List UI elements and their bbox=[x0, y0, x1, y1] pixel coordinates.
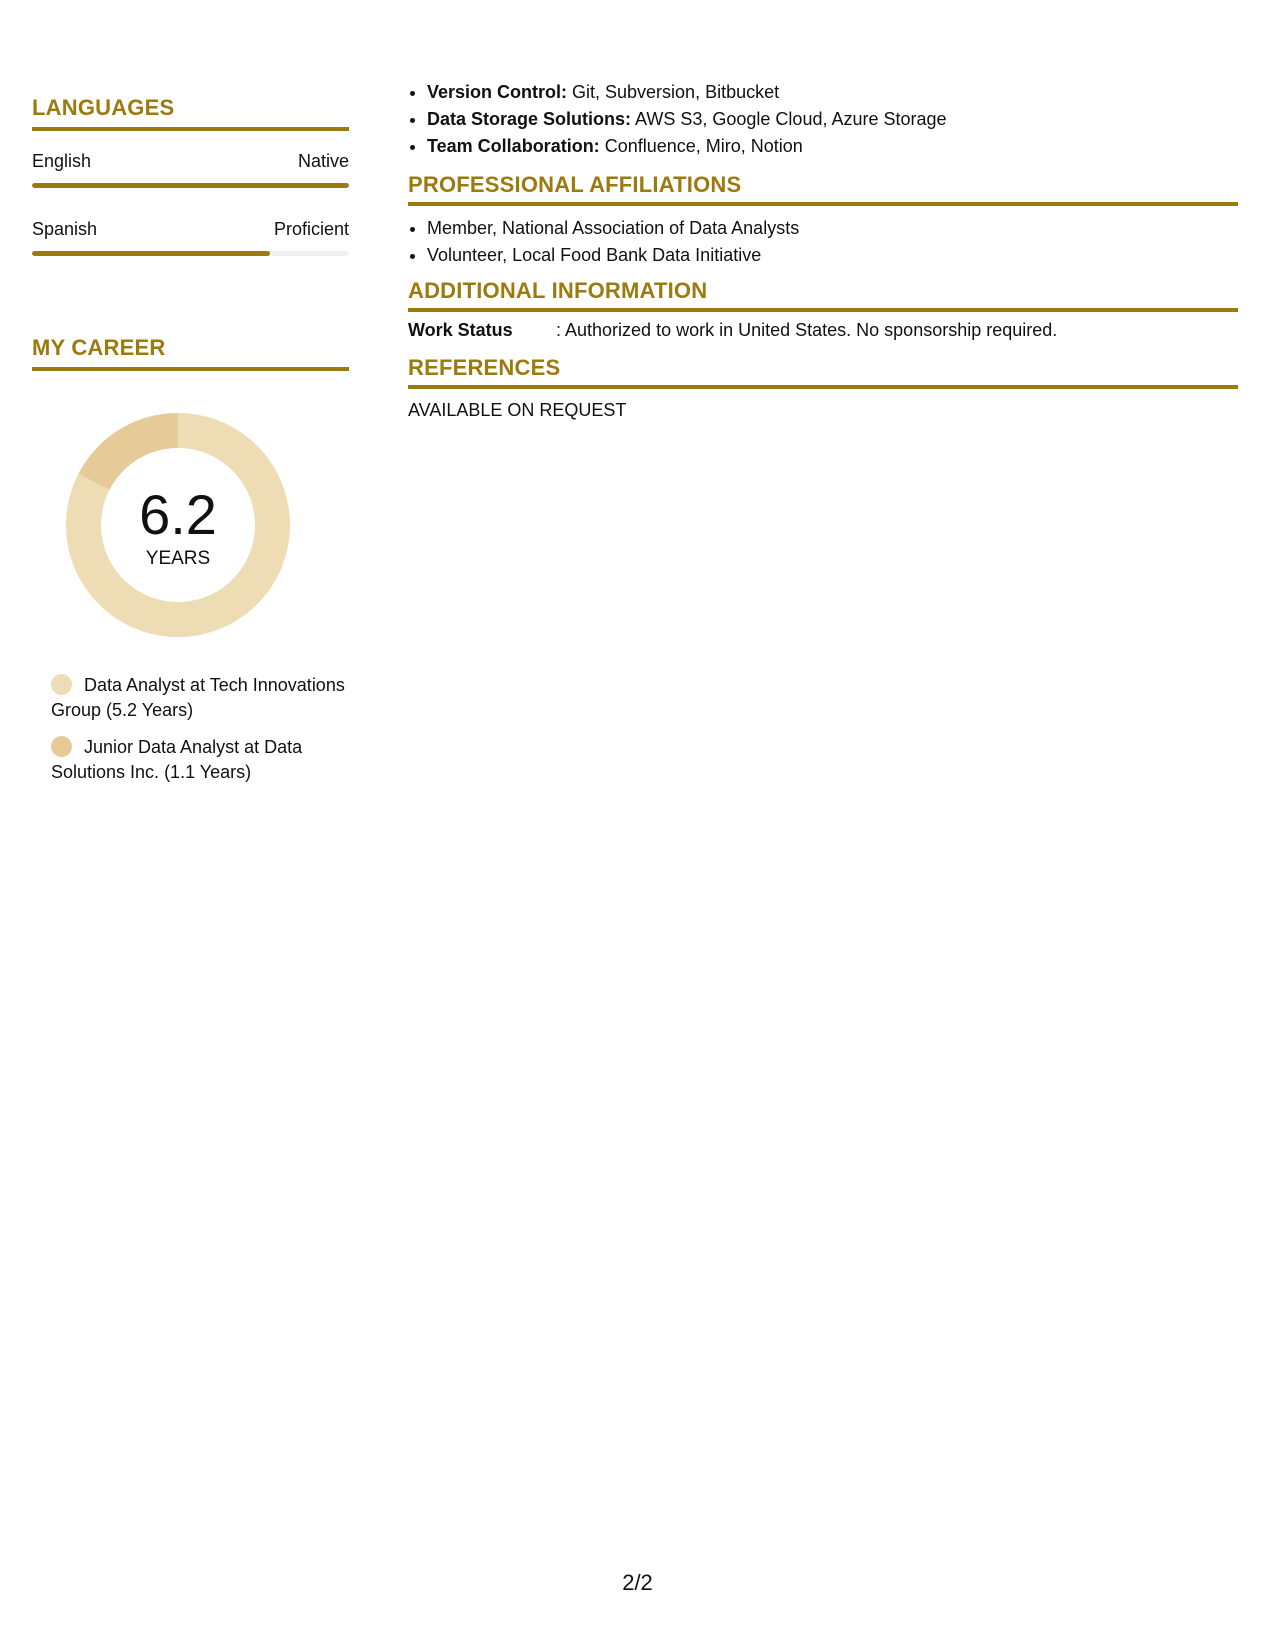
legend-color-dot bbox=[51, 674, 72, 695]
affiliation-item: • Member, National Association of Data Analysts bbox=[427, 215, 1238, 242]
legend-item bbox=[51, 735, 351, 785]
career-total-unit: YEARS bbox=[145, 548, 211, 569]
career-total-years: 6.2 bbox=[139, 483, 217, 546]
skill-label: Version Control: bbox=[427, 82, 568, 102]
affiliations-heading: PROFESSIONAL AFFILIATIONS bbox=[408, 172, 1238, 206]
language-proficiency-fill bbox=[32, 251, 270, 256]
skills-list-continued bbox=[408, 79, 1238, 160]
legend-label: Data Analyst at Tech Innovations Group (5.2 Years) bbox=[51, 675, 345, 720]
legend-item bbox=[51, 673, 351, 723]
legend-label: Junior Data Analyst at Data Solutions Inc. (1.1 Years) bbox=[51, 737, 303, 782]
skill-label: Team Collaboration: bbox=[427, 136, 600, 156]
languages-heading: LANGUAGES bbox=[32, 95, 349, 131]
skill-item bbox=[427, 79, 1238, 106]
career-donut-chart bbox=[66, 413, 290, 637]
donut-center bbox=[66, 413, 290, 637]
language-level: Native bbox=[297, 151, 349, 171]
work-status-value: : Authorized to work in United States. No sponsorship required. bbox=[556, 320, 1058, 340]
skill-item bbox=[427, 133, 1238, 160]
additional-info-section bbox=[408, 278, 1238, 344]
career-legend bbox=[51, 673, 351, 797]
skill-item bbox=[427, 106, 1238, 133]
page-number: 2/2 bbox=[622, 1570, 653, 1595]
references-heading: REFERENCES bbox=[408, 355, 1238, 389]
affiliation-item: • Volunteer, Local Food Bank Data Initiative bbox=[427, 242, 1238, 269]
references-text: AVAILABLE ON REQUEST bbox=[408, 400, 627, 420]
skill-value: Git, Subversion, Bitbucket bbox=[567, 82, 780, 102]
additional-info-heading: ADDITIONAL INFORMATION bbox=[408, 278, 1238, 312]
skill-value: AWS S3, Google Cloud, Azure Storage bbox=[631, 109, 947, 129]
work-status-label: Work Status bbox=[408, 320, 513, 340]
language-level: Proficient bbox=[273, 219, 349, 239]
language-name: Spanish bbox=[32, 219, 98, 239]
career-heading: MY CAREER bbox=[32, 335, 349, 371]
legend-color-dot bbox=[51, 736, 72, 757]
work-status-row bbox=[408, 320, 1238, 344]
language-proficiency-bar bbox=[32, 251, 349, 256]
language-name: English bbox=[32, 151, 92, 171]
references-section bbox=[408, 355, 1238, 421]
language-proficiency-bar bbox=[32, 183, 349, 188]
skill-value: Confluence, Miro, Notion bbox=[599, 136, 803, 156]
skill-label: Data Storage Solutions: bbox=[427, 109, 632, 129]
affiliations-section bbox=[408, 172, 1238, 269]
language-proficiency-fill bbox=[32, 183, 349, 188]
